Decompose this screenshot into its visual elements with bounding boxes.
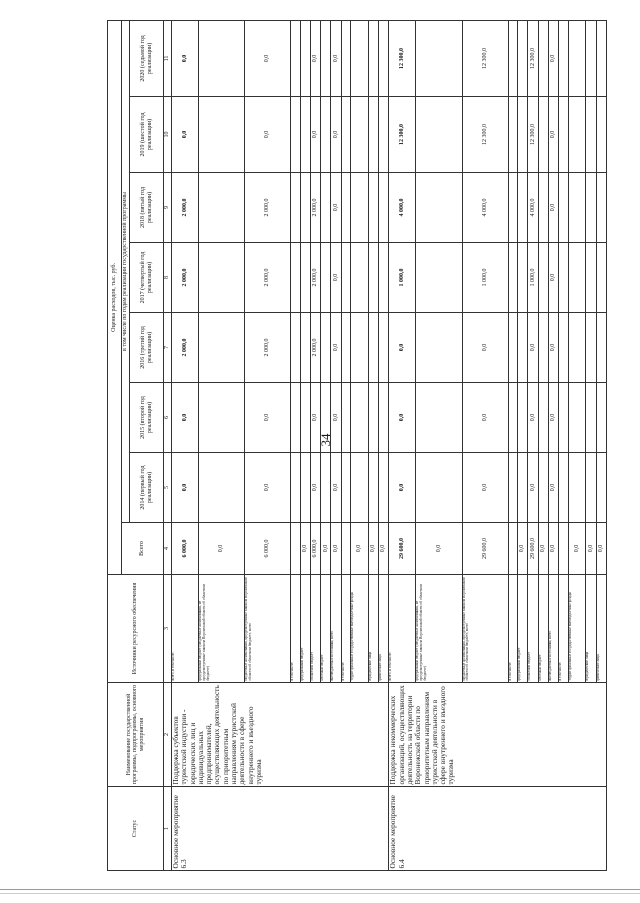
year-value-cell [559, 243, 568, 313]
year-value-cell [300, 383, 310, 453]
year-value-cell [538, 453, 548, 523]
status-cell: Основное мероприятие 6.3 [172, 787, 389, 871]
year-value-cell [291, 453, 300, 523]
source-cell: федеральный бюджет [518, 575, 528, 683]
status-cell: Основное мероприятие 6.4 [389, 787, 607, 871]
year-value-cell: 0,0 [310, 453, 320, 523]
source-cell: местный бюджет [321, 575, 331, 683]
year-value-cell [341, 243, 350, 313]
year-value-cell [321, 243, 331, 313]
year-value-cell: 0,0 [331, 453, 341, 523]
year-value-cell: 2 000,0 [245, 313, 291, 383]
year-value-cell: 0,0 [528, 453, 538, 523]
year-value-cell: 12 300,0 [528, 97, 538, 173]
year-value-cell [341, 20, 350, 96]
year-value-cell [416, 313, 462, 383]
year-value-cell [586, 313, 596, 383]
source-cell: федеральный бюджет (бюджетные ассигнования, не предусмотренные законом Воронежской области об областном бюджете) [416, 575, 462, 683]
year-value-cell: 0,0 [548, 173, 558, 243]
column-number: 11 [164, 20, 172, 96]
source-cell: в том числе: [559, 575, 568, 683]
year-value-cell [596, 173, 606, 243]
year-value-cell [416, 453, 462, 523]
year-value-cell [559, 383, 568, 453]
bottom-rule-secondary [0, 893, 640, 894]
header-year: 2020 (седьмой год реализации) [130, 20, 164, 96]
header-year: 2018 (пятый год реализации) [130, 173, 164, 243]
year-value-cell: 0,0 [310, 20, 320, 96]
year-value-cell [291, 313, 300, 383]
year-value-cell [321, 20, 331, 96]
column-number: 10 [164, 97, 172, 173]
total-value-cell: 29 600,0 [462, 523, 508, 575]
year-value-cell [596, 97, 606, 173]
year-value-cell [508, 313, 517, 383]
header-total: Всего [122, 523, 164, 575]
year-value-cell [568, 173, 586, 243]
year-value-cell: 0,0 [548, 313, 558, 383]
year-value-cell [368, 453, 378, 523]
year-value-cell [559, 453, 568, 523]
header-year: 2017 (четвертый год реализации) [130, 243, 164, 313]
year-value-cell: 0,0 [462, 383, 508, 453]
year-value-cell [300, 20, 310, 96]
year-value-cell [321, 383, 331, 453]
year-value-cell [518, 313, 528, 383]
source-cell: внебюджетные источники, всего [331, 575, 341, 683]
year-value-cell [351, 173, 369, 243]
year-value-cell [538, 97, 548, 173]
year-value-cell [351, 313, 369, 383]
year-value-cell [596, 453, 606, 523]
year-value-cell: 2 000,0 [172, 173, 199, 243]
year-value-cell: 0,0 [548, 20, 558, 96]
year-value-cell [321, 453, 331, 523]
year-value-cell [518, 453, 528, 523]
year-value-cell [508, 243, 517, 313]
year-value-cell: 0,0 [172, 383, 199, 453]
year-value-cell [559, 20, 568, 96]
year-value-cell [291, 20, 300, 96]
year-value-cell: 0,0 [548, 453, 558, 523]
table-body [172, 20, 607, 870]
year-value-cell: 0,0 [245, 20, 291, 96]
year-value-cell [596, 383, 606, 453]
budget-table [107, 20, 607, 871]
year-value-cell: 2 000,0 [245, 243, 291, 313]
year-value-cell: 2 000,0 [245, 173, 291, 243]
year-value-cell [586, 97, 596, 173]
year-value-cell: 0,0 [331, 313, 341, 383]
year-value-cell: 0,0 [548, 383, 558, 453]
year-value-cell [586, 453, 596, 523]
source-cell: бюджетные ассигнования, предусмотренные законом Воронежской области об областном бюджете, всего [462, 575, 508, 683]
year-value-cell: 0,0 [462, 313, 508, 383]
rotated-table-container [107, 21, 607, 871]
year-value-cell [341, 173, 350, 243]
year-value-cell [300, 97, 310, 173]
year-value-cell [538, 20, 548, 96]
year-value-cell [379, 20, 389, 96]
source-cell: всего, в том числе: [389, 575, 416, 683]
bottom-rule [0, 889, 640, 890]
year-value-cell [368, 313, 378, 383]
total-value-cell [341, 523, 350, 575]
year-value-cell [538, 243, 548, 313]
year-value-cell [568, 97, 586, 173]
year-value-cell [596, 313, 606, 383]
total-value-cell: 0,0 [379, 523, 389, 575]
year-value-cell: 0,0 [172, 20, 199, 96]
table-row [172, 20, 199, 870]
year-value-cell [199, 20, 245, 96]
year-value-cell [341, 453, 350, 523]
column-number: 5 [164, 453, 172, 523]
year-value-cell [538, 173, 548, 243]
year-value-cell: 0,0 [331, 173, 341, 243]
source-cell: территориальные государственные внебюджетные фонды [568, 575, 586, 683]
year-value-cell: 2 000,0 [310, 313, 320, 383]
year-value-cell [586, 173, 596, 243]
year-value-cell [341, 97, 350, 173]
year-value-cell [351, 20, 369, 96]
year-value-cell [508, 97, 517, 173]
year-value-cell [199, 383, 245, 453]
year-value-cell: 0,0 [331, 243, 341, 313]
total-value-cell: 0,0 [538, 523, 548, 575]
year-value-cell: 0,0 [389, 453, 416, 523]
column-number: 1 [164, 787, 172, 871]
source-cell: юридические лица [586, 575, 596, 683]
year-value-cell: 4 000,0 [389, 173, 416, 243]
header-year: 2014 (первый год реализации) [130, 453, 164, 523]
year-value-cell: 12 300,0 [462, 97, 508, 173]
year-value-cell: 0,0 [548, 97, 558, 173]
year-value-cell [508, 383, 517, 453]
year-value-cell [416, 383, 462, 453]
year-value-cell: 0,0 [172, 97, 199, 173]
year-value-cell [321, 173, 331, 243]
year-value-cell: 0,0 [528, 313, 538, 383]
total-value-cell: 0,0 [331, 523, 341, 575]
year-value-cell [351, 97, 369, 173]
year-value-cell: 2 000,0 [172, 243, 199, 313]
year-value-cell: 0,0 [172, 453, 199, 523]
source-cell: в том числе: [341, 575, 350, 683]
header-by-years: в том числе по годам реализации государственной программы [122, 20, 130, 522]
year-value-cell [351, 243, 369, 313]
year-value-cell: 0,0 [331, 20, 341, 96]
year-value-cell: 0,0 [389, 313, 416, 383]
total-value-cell: 29 600,0 [528, 523, 538, 575]
year-value-cell [321, 313, 331, 383]
year-value-cell [341, 383, 350, 453]
year-value-cell: 2 000,0 [310, 173, 320, 243]
header-year: 2019 (шестой год реализации) [130, 97, 164, 173]
column-number: 2 [164, 683, 172, 787]
year-value-cell [291, 243, 300, 313]
year-value-cell [518, 173, 528, 243]
year-value-cell: 1 000,0 [528, 243, 538, 313]
year-value-cell [518, 243, 528, 313]
year-value-cell [300, 453, 310, 523]
year-value-cell: 4 000,0 [462, 173, 508, 243]
year-value-cell [518, 383, 528, 453]
year-value-cell [508, 173, 517, 243]
year-value-cell: 12 300,0 [389, 20, 416, 96]
year-value-cell [518, 20, 528, 96]
year-value-cell [341, 313, 350, 383]
header-source: Источники ресурсного обеспечения [108, 575, 164, 683]
year-value-cell [199, 173, 245, 243]
year-value-cell: 12 300,0 [389, 97, 416, 173]
year-value-cell [291, 383, 300, 453]
total-value-cell: 0,0 [568, 523, 586, 575]
source-cell: федеральный бюджет [300, 575, 310, 683]
source-cell: в том числе: [291, 575, 300, 683]
year-value-cell: 0,0 [245, 383, 291, 453]
program-name-cell: Поддержка субъектов туристской индустрии - юридических лиц и индивидуальных предпринимателей, осуществляющих деятельность по приоритетным направлениям туристской деятельности в сфере внутреннего и въездного туризма [172, 683, 389, 787]
year-value-cell [368, 173, 378, 243]
year-value-cell [199, 453, 245, 523]
source-cell: внебюджетные источники, всего [548, 575, 558, 683]
year-value-cell [586, 243, 596, 313]
year-value-cell [379, 243, 389, 313]
year-value-cell [559, 173, 568, 243]
source-cell: физические лица [596, 575, 606, 683]
header-year: 2015 (второй год реализации) [130, 383, 164, 453]
year-value-cell: 1 000,0 [462, 243, 508, 313]
header-status: Статус [108, 787, 164, 871]
column-number: 8 [164, 243, 172, 313]
year-value-cell [199, 313, 245, 383]
year-value-cell: 0,0 [310, 383, 320, 453]
year-value-cell [379, 383, 389, 453]
year-value-cell [379, 173, 389, 243]
year-value-cell [586, 383, 596, 453]
year-value-cell: 0,0 [548, 243, 558, 313]
total-value-cell: 0,0 [368, 523, 378, 575]
year-value-cell: 12 300,0 [528, 20, 538, 96]
year-value-cell [300, 173, 310, 243]
source-cell: федеральный бюджет (бюджетные ассигнования, не предусмотренные законом Воронежской области об областном бюджете) [199, 575, 245, 683]
year-value-cell [321, 97, 331, 173]
total-value-cell: 6 000,0 [245, 523, 291, 575]
year-value-cell [300, 243, 310, 313]
total-value-cell: 0,0 [351, 523, 369, 575]
year-value-cell [416, 20, 462, 96]
year-value-cell [379, 453, 389, 523]
year-value-cell [508, 453, 517, 523]
year-value-cell [559, 313, 568, 383]
column-number: 7 [164, 313, 172, 383]
total-value-cell: 6 000,0 [310, 523, 320, 575]
total-value-cell: 0,0 [300, 523, 310, 575]
source-cell: областной бюджет [310, 575, 320, 683]
year-value-cell [538, 383, 548, 453]
source-cell: областной бюджет [528, 575, 538, 683]
total-value-cell: 29 600,0 [389, 523, 416, 575]
total-value-cell: 0,0 [596, 523, 606, 575]
year-value-cell [368, 243, 378, 313]
year-value-cell [596, 20, 606, 96]
source-cell: территориальные государственные внебюджетные фонды [351, 575, 369, 683]
source-cell: в том числе: [508, 575, 517, 683]
year-value-cell [416, 173, 462, 243]
year-value-cell [199, 243, 245, 313]
total-value-cell [291, 523, 300, 575]
year-value-cell [291, 173, 300, 243]
total-value-cell: 6 000,0 [172, 523, 199, 575]
total-value-cell: 0,0 [518, 523, 528, 575]
year-value-cell [379, 97, 389, 173]
header-program-name: Наименование государственной программы, подпрограммы, основного мероприятия [108, 683, 164, 787]
year-value-cell: 0,0 [462, 453, 508, 523]
source-cell: бюджетные ассигнования, предусмотренные законом Воронежской области об областном бюджете, всего [245, 575, 291, 683]
year-value-cell [568, 243, 586, 313]
year-value-cell: 2 000,0 [172, 313, 199, 383]
year-value-cell [586, 20, 596, 96]
year-value-cell: 1 000,0 [389, 243, 416, 313]
year-value-cell: 2 000,0 [310, 243, 320, 313]
year-value-cell [568, 453, 586, 523]
column-number: 4 [164, 523, 172, 575]
total-value-cell: 0,0 [199, 523, 245, 575]
year-value-cell [568, 313, 586, 383]
program-name-cell: Поддержка некоммерческих организаций, осуществляющих деятельность на территории Воронежской области по приоритетным направлениям туристской деятельности в сфере внутреннего и въездного туризма [389, 683, 607, 787]
year-value-cell: 12 300,0 [462, 20, 508, 96]
year-value-cell [508, 20, 517, 96]
year-value-cell [379, 313, 389, 383]
total-value-cell [559, 523, 568, 575]
source-cell: юридические лица [368, 575, 378, 683]
total-value-cell: 0,0 [548, 523, 558, 575]
year-value-cell: 0,0 [331, 97, 341, 173]
year-value-cell [518, 97, 528, 173]
total-value-cell [508, 523, 517, 575]
header-year: 2016 (третий год реализации) [130, 313, 164, 383]
year-value-cell [199, 97, 245, 173]
year-value-cell [596, 243, 606, 313]
total-value-cell: 0,0 [586, 523, 596, 575]
year-value-cell [351, 453, 369, 523]
year-value-cell [559, 97, 568, 173]
source-cell: физические лица [379, 575, 389, 683]
year-value-cell [368, 97, 378, 173]
year-value-cell [568, 383, 586, 453]
year-value-cell [538, 313, 548, 383]
year-value-cell [300, 313, 310, 383]
year-value-cell: 0,0 [331, 383, 341, 453]
column-number: 6 [164, 383, 172, 453]
total-value-cell: 0,0 [321, 523, 331, 575]
year-value-cell: 0,0 [245, 97, 291, 173]
year-value-cell [351, 383, 369, 453]
source-cell: всего, в том числе: [172, 575, 199, 683]
year-value-cell [368, 20, 378, 96]
total-value-cell: 0,0 [416, 523, 462, 575]
page-number: 34 [318, 433, 333, 447]
header-estimate: Оценка расходов, тыс. руб. [108, 20, 122, 574]
table-row [389, 20, 416, 870]
year-value-cell [291, 97, 300, 173]
year-value-cell: 0,0 [528, 383, 538, 453]
year-value-cell [368, 383, 378, 453]
source-cell: местный бюджет [538, 575, 548, 683]
year-value-cell [416, 97, 462, 173]
column-number: 9 [164, 173, 172, 243]
year-value-cell: 4 000,0 [528, 173, 538, 243]
year-value-cell: 0,0 [310, 97, 320, 173]
year-value-cell: 0,0 [245, 453, 291, 523]
year-value-cell [416, 243, 462, 313]
column-number: 3 [164, 575, 172, 683]
year-value-cell [568, 20, 586, 96]
year-value-cell: 0,0 [389, 383, 416, 453]
